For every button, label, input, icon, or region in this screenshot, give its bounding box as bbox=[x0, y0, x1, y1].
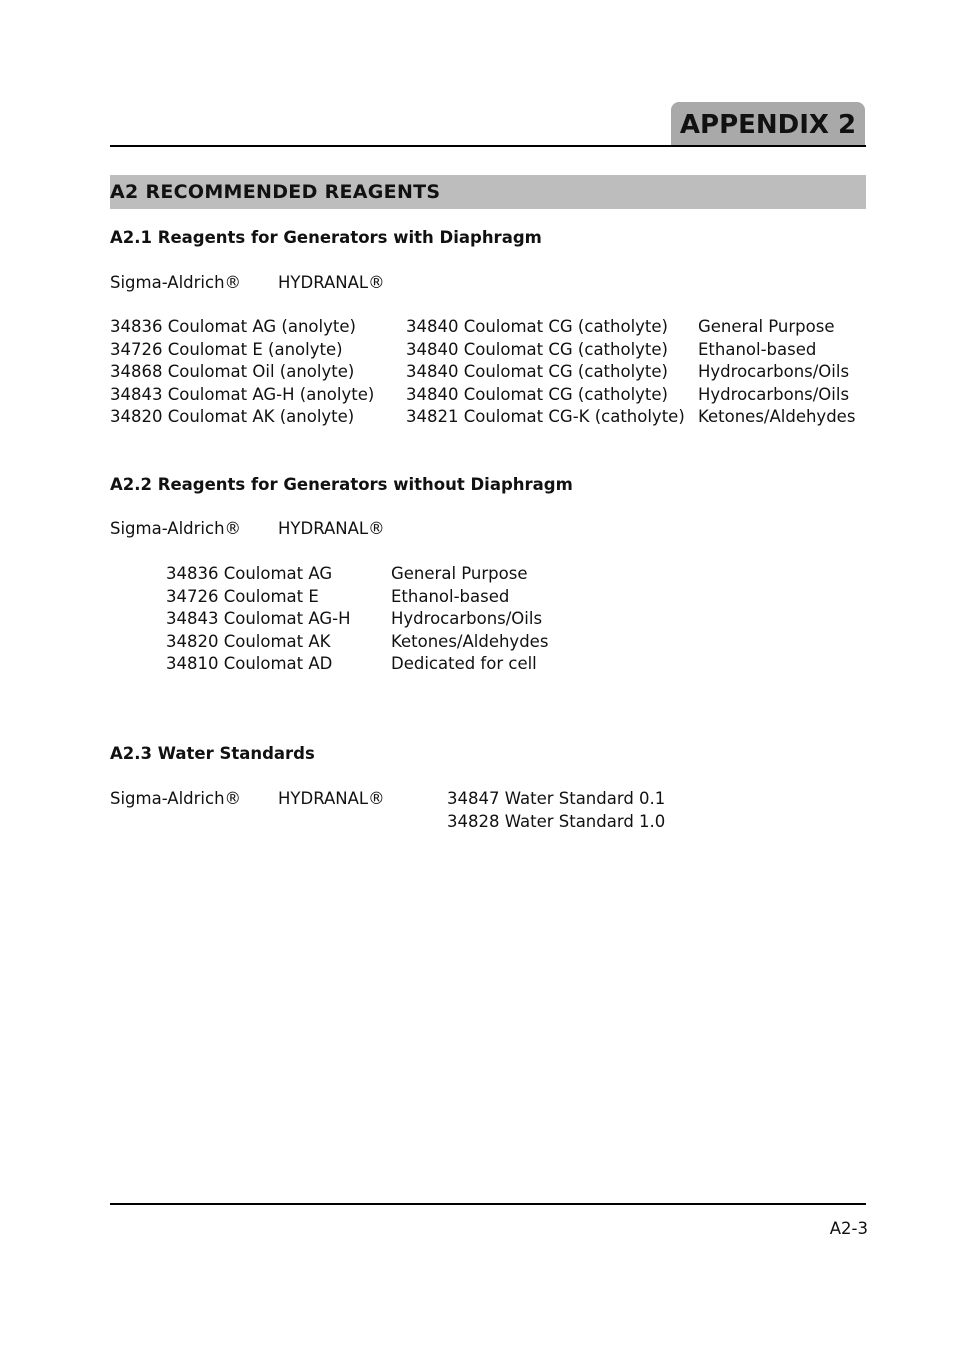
a22-supplier: Sigma-Aldrich® bbox=[110, 519, 242, 538]
list-item: General Purpose bbox=[698, 317, 835, 336]
a21-anolyte-column bbox=[110, 316, 374, 429]
list-item: Hydrocarbons/Oils bbox=[391, 609, 543, 628]
a21-supplier: Sigma-Aldrich® bbox=[110, 273, 242, 292]
appendix-tab: APPENDIX 2 bbox=[671, 102, 865, 146]
a23-brand: HYDRANAL® bbox=[278, 789, 385, 808]
list-item: Ethanol-based bbox=[698, 339, 817, 359]
list-item: 34836 Coulomat AG (anolyte) bbox=[110, 317, 356, 336]
a23-standards-column bbox=[447, 788, 665, 833]
list-item: 34840 Coulomat CG (catholyte) bbox=[406, 362, 668, 381]
page-number: A2-3 bbox=[829, 1219, 868, 1238]
list-item: Ketones/Aldehydes bbox=[698, 407, 856, 426]
list-item: 34836 Coulomat AG bbox=[166, 564, 333, 583]
a21-brand: HYDRANAL® bbox=[278, 273, 385, 292]
a21-catholyte-column bbox=[406, 316, 685, 429]
list-item: 34840 Coulomat CG (catholyte) bbox=[406, 317, 668, 336]
list-item: 34810 Coulomat AD bbox=[166, 654, 333, 673]
list-item: 34820 Coulomat AK (anolyte) bbox=[110, 407, 355, 426]
list-item: 34726 Coulomat E bbox=[166, 586, 319, 606]
list-item: 34868 Coulomat Oil (anolyte) bbox=[110, 362, 355, 381]
a23-heading: A2.3 Water Standards bbox=[110, 744, 315, 763]
list-item: 34820 Coulomat AK bbox=[166, 631, 331, 651]
bottom-rule bbox=[110, 1203, 866, 1205]
list-item: 34843 Coulomat AG-H bbox=[166, 609, 351, 628]
list-item: Ketones/Aldehydes bbox=[391, 631, 549, 651]
a23-supplier: Sigma-Aldrich® bbox=[110, 789, 242, 808]
list-item: Ethanol-based bbox=[391, 586, 510, 606]
section-title: A2 RECOMMENDED REAGENTS bbox=[110, 175, 866, 209]
list-item: Hydrocarbons/Oils bbox=[698, 384, 850, 404]
list-item: 34847 Water Standard 0.1 bbox=[447, 789, 666, 808]
a22-reagent-column bbox=[166, 563, 351, 676]
list-item: 34840 Coulomat CG (catholyte) bbox=[406, 384, 668, 404]
a21-use-column bbox=[698, 316, 855, 429]
list-item: General Purpose bbox=[391, 564, 528, 583]
list-item: 34821 Coulomat CG-K (catholyte) bbox=[406, 407, 685, 426]
a22-use-column bbox=[391, 563, 548, 676]
top-rule bbox=[110, 145, 866, 147]
a22-brand: HYDRANAL® bbox=[278, 519, 385, 538]
list-item: Hydrocarbons/Oils bbox=[698, 362, 850, 381]
list-item: Dedicated for cell bbox=[391, 654, 537, 673]
list-item: 34726 Coulomat E (anolyte) bbox=[110, 339, 343, 359]
list-item: 34840 Coulomat CG (catholyte) bbox=[406, 339, 668, 359]
a21-heading: A2.1 Reagents for Generators with Diaphragm bbox=[110, 228, 542, 247]
a22-heading: A2.2 Reagents for Generators without Diaphragm bbox=[110, 475, 573, 494]
list-item: 34843 Coulomat AG-H (anolyte) bbox=[110, 384, 375, 404]
list-item: 34828 Water Standard 1.0 bbox=[447, 811, 666, 831]
